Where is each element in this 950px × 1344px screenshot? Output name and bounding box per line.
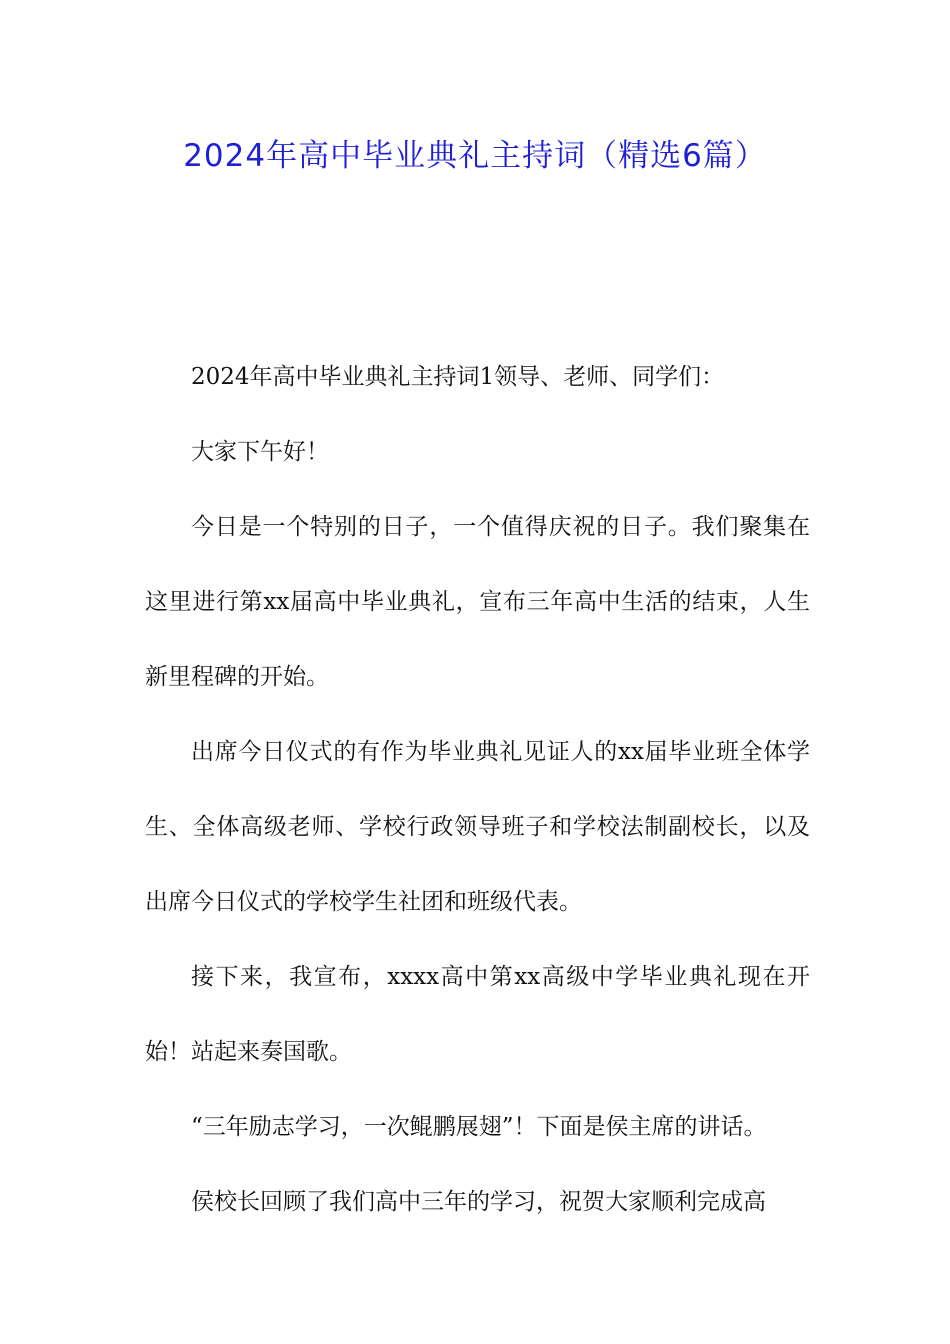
document-title: 2024年高中毕业典礼主持词（精选6篇）	[183, 138, 767, 174]
paragraph: 大家下午好！	[191, 439, 329, 465]
document-body	[145, 340, 810, 1240]
paragraph: 侯校长回顾了我们高中三年的学习，祝贺大家顺利完成高	[191, 1189, 766, 1215]
paragraph: “三年励志学习，一次鲲鹏展翅”！下面是侯主席的讲话。	[191, 1114, 767, 1140]
paragraph: 2024年高中毕业典礼主持词1领导、老师、同学们：	[191, 364, 725, 390]
paragraph: 今日是一个特别的日子，一个值得庆祝的日子。我们聚集在这里进行第xx届高中毕业典礼，宣布三年高中生活的结束，人生新里程碑的开始。	[145, 514, 810, 690]
paragraph: 出席今日仪式的有作为毕业典礼见证人的xx届毕业班全体学生、全体高级老师、学校行政领导班子和学校法制副校长，以及出席今日仪式的学校学生社团和班级代表。	[145, 739, 810, 915]
paragraph: 接下来，我宣布，xxxx高中第xx高级中学毕业典礼现在开始！站起来奏国歌。	[145, 964, 810, 1065]
